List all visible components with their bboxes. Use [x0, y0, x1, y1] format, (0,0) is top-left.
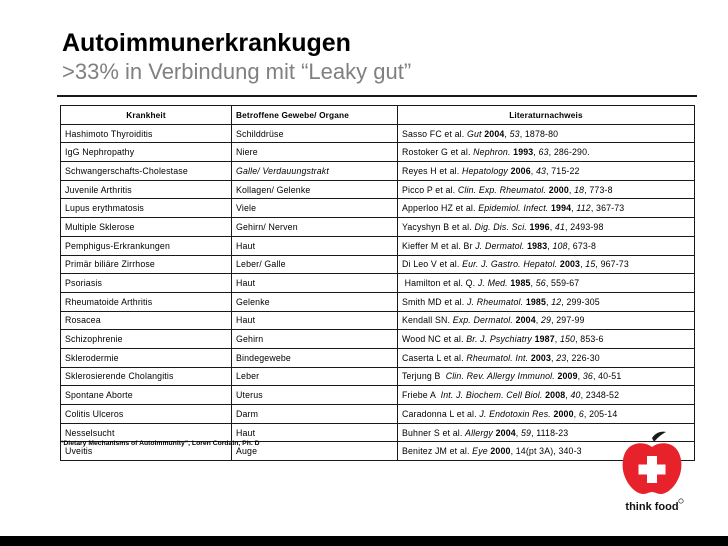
reference-segment: 112	[576, 203, 591, 214]
reference-segment: Dig. Dis. Sci.	[474, 221, 527, 232]
slide-subtitle: >33% in Verbindung mit “Leaky gut”	[62, 59, 412, 84]
think-food-logo	[612, 430, 692, 520]
apple-swiss-cross-icon	[612, 430, 692, 520]
reference-cell	[398, 255, 695, 274]
reference-cell	[398, 180, 695, 199]
reference-segment: 2000	[548, 184, 569, 195]
table-row	[61, 405, 695, 424]
reference-segment: 2000	[490, 446, 511, 457]
organ-cell: Gehirn	[232, 330, 398, 349]
reference-segment: Rostoker G et al.	[402, 147, 474, 158]
disease-cell: Hashimoto Thyroiditis	[61, 124, 232, 143]
disease-cell: Sklerodermie	[61, 348, 232, 367]
reference-cell	[398, 386, 695, 405]
organ-cell: Leber/ Galle	[232, 255, 398, 274]
reference-segment: Nephron.	[473, 147, 511, 158]
reference-segment: 15	[585, 259, 596, 270]
reference-segment: 2003	[559, 259, 581, 270]
reference-segment: , 853-6	[575, 334, 604, 345]
table-row	[61, 367, 695, 386]
table-row	[61, 292, 695, 311]
reference-segment: Reyes H et al.	[402, 165, 462, 176]
reference-segment: , 205-14	[583, 408, 618, 419]
disease-cell: Juvenile Arthritis	[61, 180, 232, 199]
reference-cell	[398, 124, 695, 143]
reference-segment: Wood NC et al.	[402, 334, 467, 345]
organ-cell: Haut	[232, 274, 398, 293]
table-row	[61, 311, 695, 330]
reference-segment: Caserta L et al.	[402, 352, 467, 363]
table-row	[61, 330, 695, 349]
organ-cell: Bindegewebe	[232, 348, 398, 367]
reference-segment: , 40-51	[592, 371, 622, 382]
source-citation: “Dietary Mechanisms of Autoimmunity”, Loren Cordain, Ph. D	[60, 440, 260, 447]
reference-segment: ,	[573, 408, 579, 419]
reference-segment: , 2348-52	[580, 390, 620, 401]
table-row	[61, 199, 695, 218]
disease-cell: Spontane Aborte	[61, 386, 232, 405]
organ-cell: Auge	[232, 442, 398, 461]
reference-segment: , 559-67	[545, 278, 580, 289]
reference-segment: Friebe A	[402, 390, 441, 401]
disease-cell: Schwangerschafts-Cholestase	[61, 162, 232, 181]
reference-segment: 1985	[525, 296, 546, 307]
reference-segment: ,	[504, 128, 510, 139]
organ-cell: Haut	[232, 423, 398, 442]
disease-cell: Psoriasis	[61, 274, 232, 293]
reference-segment: , 367-73	[590, 203, 625, 214]
reference-segment: ,	[549, 221, 555, 232]
organ-cell: Galle/ Verdauungstrakt	[232, 162, 398, 181]
reference-segment: ,	[533, 147, 539, 158]
organ-cell: Darm	[232, 405, 398, 424]
organ-cell: Haut	[232, 311, 398, 330]
reference-segment: Eur. J. Gastro. Hepatol.	[462, 259, 558, 270]
reference-segment: J. Rheumatol.	[466, 296, 524, 307]
disease-cell: Colitis Ulceros	[61, 405, 232, 424]
reference-segment: J. Dermatol.	[475, 240, 525, 251]
disease-cell: IgG Nephropathy	[61, 143, 232, 162]
reference-cell	[398, 405, 695, 424]
reference-segment: ,	[565, 390, 571, 401]
reference-segment: ,	[535, 315, 541, 326]
reference-segment: J. Endotoxin Res.	[479, 408, 551, 419]
reference-segment: 40	[570, 390, 581, 401]
reference-cell	[398, 274, 695, 293]
reference-segment: ,	[546, 296, 552, 307]
table-row	[61, 143, 695, 162]
header-disease: Krankheit	[61, 106, 232, 125]
reference-segment: , 297-99	[551, 315, 585, 326]
disease-cell: Rheumatoide Arthritis	[61, 292, 232, 311]
disease-cell: Multiple Sklerose	[61, 218, 232, 237]
reference-segment: 41	[554, 221, 565, 232]
reference-segment: Yacyshyn B et al.	[402, 221, 475, 232]
reference-segment: Clin. Rev. Allergy Immunol.	[445, 371, 555, 382]
reference-segment: ,	[515, 427, 521, 438]
reference-segment: 1983	[527, 240, 548, 251]
reference-segment: ,	[571, 203, 577, 214]
organ-cell: Gehirn/ Nerven	[232, 218, 398, 237]
reference-segment: Gut	[466, 128, 482, 139]
organ-cell: Uterus	[232, 386, 398, 405]
reference-segment: 108	[552, 240, 568, 251]
table-row	[61, 274, 695, 293]
reference-cell	[398, 162, 695, 181]
reference-segment: , 14(pt 3A), 340-3	[510, 446, 582, 457]
reference-segment: 2004	[515, 315, 536, 326]
table-row	[61, 124, 695, 143]
disease-cell: Primär biliäre Zirrhose	[61, 255, 232, 274]
reference-segment: 29	[540, 315, 552, 326]
reference-segment: 1996	[529, 221, 550, 232]
reference-segment: Eye	[472, 446, 488, 457]
bottom-bar	[0, 536, 728, 546]
reference-segment: Kendall SN.	[402, 315, 453, 326]
reference-cell	[398, 348, 695, 367]
reference-segment: 6	[578, 408, 584, 419]
reference-segment: 2008	[545, 390, 566, 401]
reference-segment: , 1118-23	[531, 427, 569, 438]
reference-cell	[398, 236, 695, 255]
reference-segment: 2009	[557, 371, 578, 382]
slide-title: Autoimmunerkrankugen	[62, 29, 351, 57]
reference-segment: 56	[535, 278, 546, 289]
reference-segment: 2003	[530, 352, 552, 363]
reference-segment: Allergy	[465, 427, 493, 438]
reference-segment: Exp. Dermatol.	[452, 315, 513, 326]
reference-segment: , 773-8	[584, 184, 613, 195]
reference-segment: 23	[556, 352, 567, 363]
table-row	[61, 348, 695, 367]
organ-cell: Gelenke	[232, 292, 398, 311]
reference-segment: 1994	[551, 203, 572, 214]
reference-segment: 1985	[510, 278, 531, 289]
reference-segment: , 226-30	[566, 352, 600, 363]
reference-segment: 2006	[510, 165, 531, 176]
disease-cell: Nesselsucht	[61, 423, 232, 442]
reference-cell	[398, 330, 695, 349]
reference-segment: ,	[568, 184, 575, 195]
reference-segment: 53	[509, 128, 520, 139]
reference-segment: Kieffer M et al. Br	[402, 240, 476, 251]
reference-segment: ,	[547, 240, 553, 251]
reference-segment: 63	[538, 147, 549, 158]
disease-cell: Sklerosierende Cholangitis	[61, 367, 232, 386]
reference-segment: Apperloo HZ et al.	[402, 203, 479, 214]
reference-segment: , 299-305	[561, 296, 600, 307]
reference-segment: Br. J. Psychiatry	[466, 334, 532, 345]
reference-segment: Caradonna L et al.	[402, 408, 480, 419]
reference-segment: 1987	[534, 334, 555, 345]
table-row	[61, 236, 695, 255]
reference-segment: , 1878-80	[519, 128, 559, 139]
reference-segment: Sasso FC et al.	[402, 128, 467, 139]
reference-segment: 2004	[495, 427, 516, 438]
header-references: Literaturnachweis	[398, 106, 695, 125]
reference-segment: Buhner S et al.	[402, 427, 466, 438]
reference-segment: Smith MD et al.	[402, 296, 467, 307]
table-body	[61, 124, 695, 460]
organ-cell: Viele	[232, 199, 398, 218]
reference-cell	[398, 143, 695, 162]
reference-cell	[398, 292, 695, 311]
reference-segment: , 2493-98	[565, 221, 604, 232]
literature-table	[60, 105, 695, 461]
reference-segment: ,	[577, 371, 583, 382]
title-divider	[57, 95, 697, 97]
table-row	[61, 218, 695, 237]
reference-segment: Epidemiol. Infect.	[478, 203, 549, 214]
table-row	[61, 180, 695, 199]
disease-cell: Rosacea	[61, 311, 232, 330]
organ-cell: Leber	[232, 367, 398, 386]
reference-cell	[398, 311, 695, 330]
reference-segment: ,	[551, 352, 557, 363]
reference-segment: 36	[582, 371, 593, 382]
organ-cell: Schilddrüse	[232, 124, 398, 143]
reference-segment: Rheumatol. Int.	[466, 352, 529, 363]
logo-text: think food	[625, 501, 679, 513]
organ-cell: Niere	[232, 143, 398, 162]
reference-segment: Hamilton et al. Q.	[402, 278, 478, 289]
reference-cell	[398, 218, 695, 237]
reference-segment: , 673-8	[567, 240, 597, 251]
reference-segment: Picco P et al.	[402, 184, 458, 195]
reference-cell	[398, 199, 695, 218]
header-organs: Betroffene Gewebe/ Organe	[232, 106, 398, 125]
reference-segment: 150	[559, 334, 576, 345]
reference-segment: 12	[551, 296, 562, 307]
table-row	[61, 386, 695, 405]
reference-segment: 1993	[513, 147, 534, 158]
disease-cell: Schizophrenie	[61, 330, 232, 349]
reference-segment: ,	[530, 278, 536, 289]
organ-cell: Kollagen/ Gelenke	[232, 180, 398, 199]
reference-segment: Di Leo V et al.	[402, 259, 463, 270]
reference-segment: ,	[580, 259, 586, 270]
reference-segment: , 715-22	[546, 165, 580, 176]
reference-segment: 59	[520, 427, 532, 438]
reference-segment: 2000	[553, 408, 574, 419]
reference-segment: , 286-290.	[548, 147, 590, 158]
reference-segment: Terjung B	[402, 371, 446, 382]
reference-segment: 43	[535, 165, 547, 176]
reference-segment: Benitez JM et al.	[402, 446, 473, 457]
table-row	[61, 255, 695, 274]
reference-segment: Hepatology	[461, 165, 508, 176]
table-row	[61, 162, 695, 181]
reference-segment: ,	[530, 165, 536, 176]
table-header-row	[61, 106, 695, 125]
reference-segment: Clin. Exp. Rheumatol.	[457, 184, 547, 195]
disease-cell: Pemphigus-Erkrankungen	[61, 236, 232, 255]
reference-segment: , 967-73	[595, 259, 629, 270]
reference-cell	[398, 367, 695, 386]
organ-cell: Haut	[232, 236, 398, 255]
reference-segment: Int. J. Biochem. Cell Biol.	[440, 390, 543, 401]
reference-segment: J. Med.	[477, 278, 508, 289]
disease-cell: Uveitis	[61, 442, 232, 461]
reference-segment: ,	[554, 334, 560, 345]
reference-segment: 18	[574, 184, 585, 195]
disease-cell: Lupus erythmatosis	[61, 199, 232, 218]
reference-segment: 2004	[484, 128, 505, 139]
